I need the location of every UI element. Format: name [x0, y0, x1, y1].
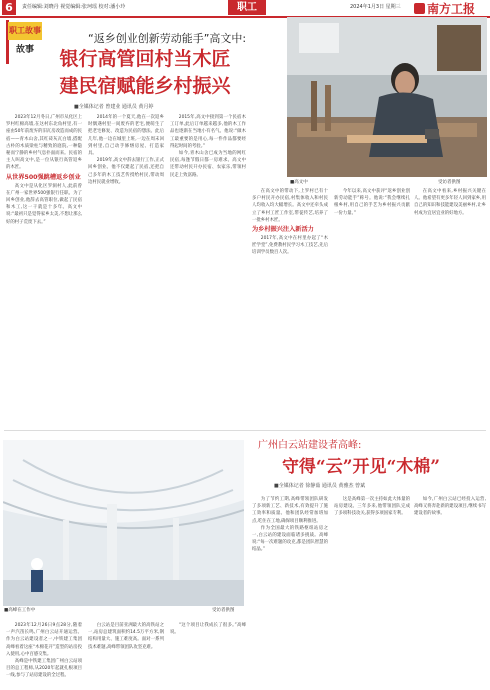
- paragraph: “这个项目让我成长了很多。”高峰说。: [170, 623, 246, 636]
- paragraph: 在高文中的带动下,上罗村已有十多户村民开办民宿,村集体收入和村民人均收入均大幅增长。高文中还牵头成立了乡村工匠工作室,带徒传艺,培养了一批乡村木匠。: [252, 189, 328, 223]
- badge-top: 职工故事: [8, 22, 42, 40]
- logo-text: 南方工报: [427, 2, 476, 16]
- station-roof-image: [3, 440, 244, 606]
- newspaper-logo: [414, 0, 475, 17]
- paragraph: 2019年,高文中辞去银行工作,正式回乡创业。他不仅建起了民宿,还把自己多年的木工技艺传授给村民,带动周边村民就业增收。: [88, 158, 164, 185]
- story1-title-line1: 银行高管回村当木匠: [59, 48, 231, 70]
- paragraph: 在高文中看来,乡村振兴关键在人。他希望有更多年轻人回到家乡,用自己的知识和技能建设美丽乡村,让乡村成为宜居宜业的好地方。: [414, 189, 486, 216]
- story2-column-3: [170, 622, 246, 688]
- story2-column-1: [6, 622, 82, 688]
- paragraph: 这是高峰第一次主持如此大体量的站房建设。三年多来,他带领团队完成了多项科技攻关,获得多项国家专利。: [334, 497, 410, 517]
- issue-date: 2024年1月3日 星期三: [350, 4, 401, 10]
- photo-credit: 受访者供图: [438, 180, 461, 185]
- story1-column-3: [170, 114, 246, 426]
- story1-subhead-2: 为乡村振兴注入新活力: [252, 226, 314, 234]
- photo-credit: 受访者供图: [212, 608, 235, 613]
- paragraph: 如今,青木山舍已成为当地的网红民宿,每逢节假日都一房难求。高文中还带动村民开办民宿、农家乐,带领村民走上致富路。: [170, 151, 246, 178]
- paragraph: 今年以来,高文中获评“返乡创业创新劳动能手”称号。他说:“我会继续扎根乡村,用自己的手艺为乡村振兴贡献一份力量。”: [334, 189, 410, 216]
- story1-column-2: [88, 114, 164, 426]
- paragraph: 高峰是中铁建工集团广州白云站项目的总工程师,从2020年起就扎根项目一线,参与了站房建设的全过程。: [6, 659, 82, 679]
- section-label: 职工: [228, 0, 266, 15]
- story2-column-5: [334, 496, 410, 688]
- editor-credits: 责任编辑:刘晓丹 视觉编辑:张珂瑶 校对:潘小玲: [22, 4, 126, 10]
- story1-column-6: [414, 188, 486, 426]
- story2-byline: ■全媒体记者 徐静茹 通讯员 黄雅杰 曾斌: [274, 483, 366, 489]
- paragraph: 白云站是目前亚洲最大的高铁站之一,站房总建筑面积约14.5万平方米,钢结构用量大、施工难度高。面对一系列技术难题,高峰带领团队攻坚克难。: [88, 623, 164, 650]
- story1-title-line2: 建民宿赋能乡村振兴: [59, 75, 231, 97]
- wood-workshop-image: [287, 17, 487, 177]
- story2-title: 守得“云”开见“木棉”: [281, 457, 441, 477]
- story1-photo: [287, 17, 487, 177]
- paragraph: 如今,广州白云站已经投入运营,高峰又将奔赴新的建设项目,继续书写建设者的故事。: [414, 497, 486, 517]
- story1-title: [36, 46, 254, 100]
- paragraph: 2017年,高文中在村里办起了“木匠学堂”,免费教村民学习木工技艺,先后培训学员数百人次。: [252, 236, 328, 256]
- story2-photo: [3, 440, 244, 606]
- story2-column-6: [414, 496, 486, 688]
- paragraph: 作为全国最大的铁路枢纽站房之一,白云站的建设面临诸多挑战。高峰说:“每一次难题的攻克,都是团队智慧的结晶。”: [252, 525, 328, 553]
- photo-caption: ■高文中: [290, 180, 308, 185]
- logo-icon: [414, 3, 425, 14]
- story2-column-4: [252, 496, 328, 688]
- page-number: 6: [2, 0, 16, 15]
- story1-column-5: [334, 188, 410, 426]
- paragraph: 高文中是从化区罗洞村人,此前曾在广州一家世界500强银行任职。为了回乡创业,他辞去高管职位,做起了民宿和木工,这一干就是十多年。高文中说:“最初只是觉得家乡太美,不想让那么好的村子荒废下去。”: [6, 183, 82, 225]
- story1-byline: ■全媒体记者 曾建业 通讯员 黄月婷: [74, 104, 154, 110]
- story1-subhead-1: 从世界500强跳槽返乡创业: [6, 173, 81, 181]
- paragraph: 2015年,高文中接到第一个民宿木工订单,此后订单越来越多,他的木工作品也逐渐在当地小有名气。他说:“做木工最重要的是用心,每一件作品都要经得起时间的考验。”: [170, 115, 246, 149]
- paragraph: 为了节约工期,高峰带领团队研发了多项新工艺、新技术,有效提升了施工效率和质量。他和团队经常加班加点,吃住在工地,确保项目顺利推进。: [252, 497, 328, 524]
- paragraph: 2023年12月冬日,广州市从化区上罗村红棉高墙,在这村东北角村里,有一座由50年前废弃的旧瓦房改造而成的民宿——青木山舍,其红砖灰瓦白墙,搭配古朴的木质梁柱与精致的庭院,一种隐秘而宁静的乡村气息扑面而来。民宿的主人叫高文中,是一位从银行高管返乡的木匠。: [6, 115, 82, 171]
- story1-subtitle: “返乡创业创新劳动能手”高文中:: [88, 32, 247, 45]
- paragraph: 2014年的一个夏天,他在一次返乡时偶遇村里一间废弃的老宅,便萌生了把老宅修复、改造为民宿的想法。此后几年,他一边在城里上班,一边在周末回到村里,自己动手修缮房屋、打造家具。: [88, 115, 164, 157]
- story2-subtitle: 广州白云站建设者高峰:: [258, 440, 362, 451]
- story-divider: [4, 430, 486, 431]
- story1-column-4: [252, 188, 328, 426]
- photo-caption: ■高峰在工作中: [4, 608, 36, 613]
- story2-column-2: [88, 622, 164, 688]
- story1-column-1: [6, 114, 82, 426]
- paragraph: 2023年12月26日9点28分,随着一声汽笛长鸣,广州白云站开通运营。作为白云站建设者之一,中铁建工集团高峰看着这座“木棉花开”造型的站房投入使用,心中百感交集。: [6, 623, 82, 657]
- badge-bottom: 故事: [15, 45, 34, 55]
